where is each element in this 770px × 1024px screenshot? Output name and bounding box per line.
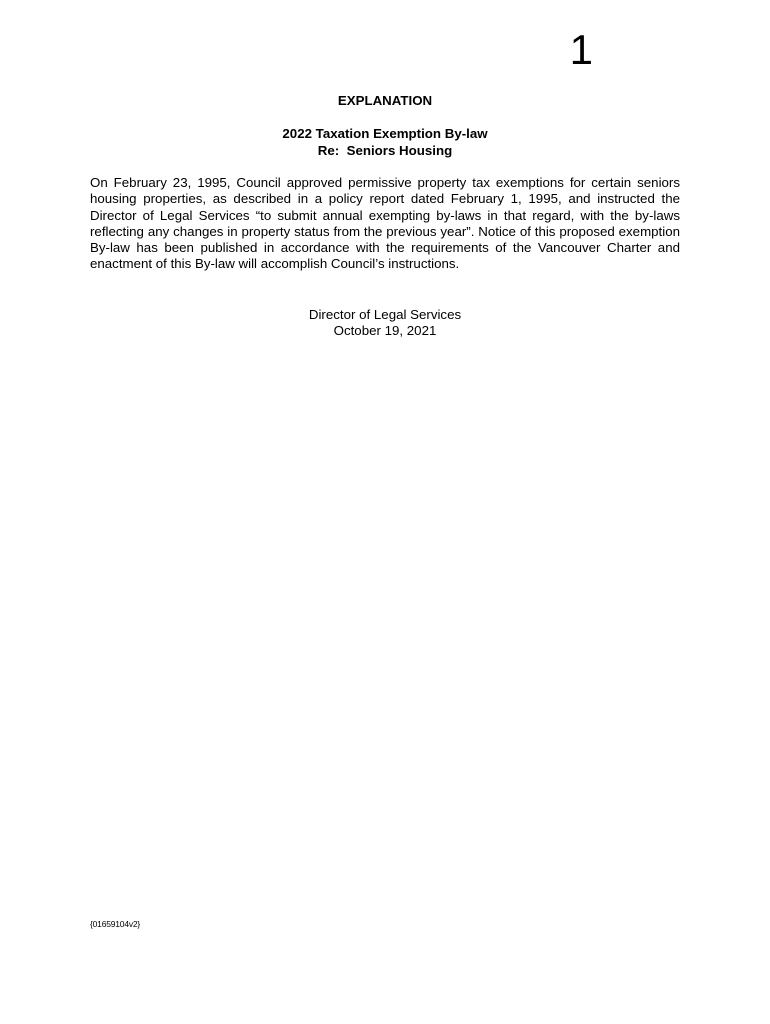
document-id: {01659104v2} bbox=[90, 919, 141, 929]
signature-date: October 19, 2021 bbox=[333, 323, 437, 338]
signature-title: Director of Legal Services bbox=[308, 307, 462, 322]
document-title: EXPLANATION bbox=[337, 93, 433, 108]
page-number: 1 bbox=[569, 26, 593, 73]
explanation-paragraph: On February 23, 1995, Council approved permissive property tax exemptions for certain seniors housing properties, as described in a policy report dated February 1, 1995, and instructed the Director of Legal Services “to submit annual exempting by-laws in that regard, with the by-laws reflecting any changes in property status from the previous year”. Notice of this proposed exemption By-law has been published in accordance with the requirements of the Vancouver Charter and enactment of this By-law will accomplish Council’s instructions. bbox=[90, 175, 680, 272]
bylaw-subject: Re: Seniors Housing bbox=[317, 143, 453, 158]
bylaw-title: 2022 Taxation Exemption By-law bbox=[282, 126, 488, 141]
